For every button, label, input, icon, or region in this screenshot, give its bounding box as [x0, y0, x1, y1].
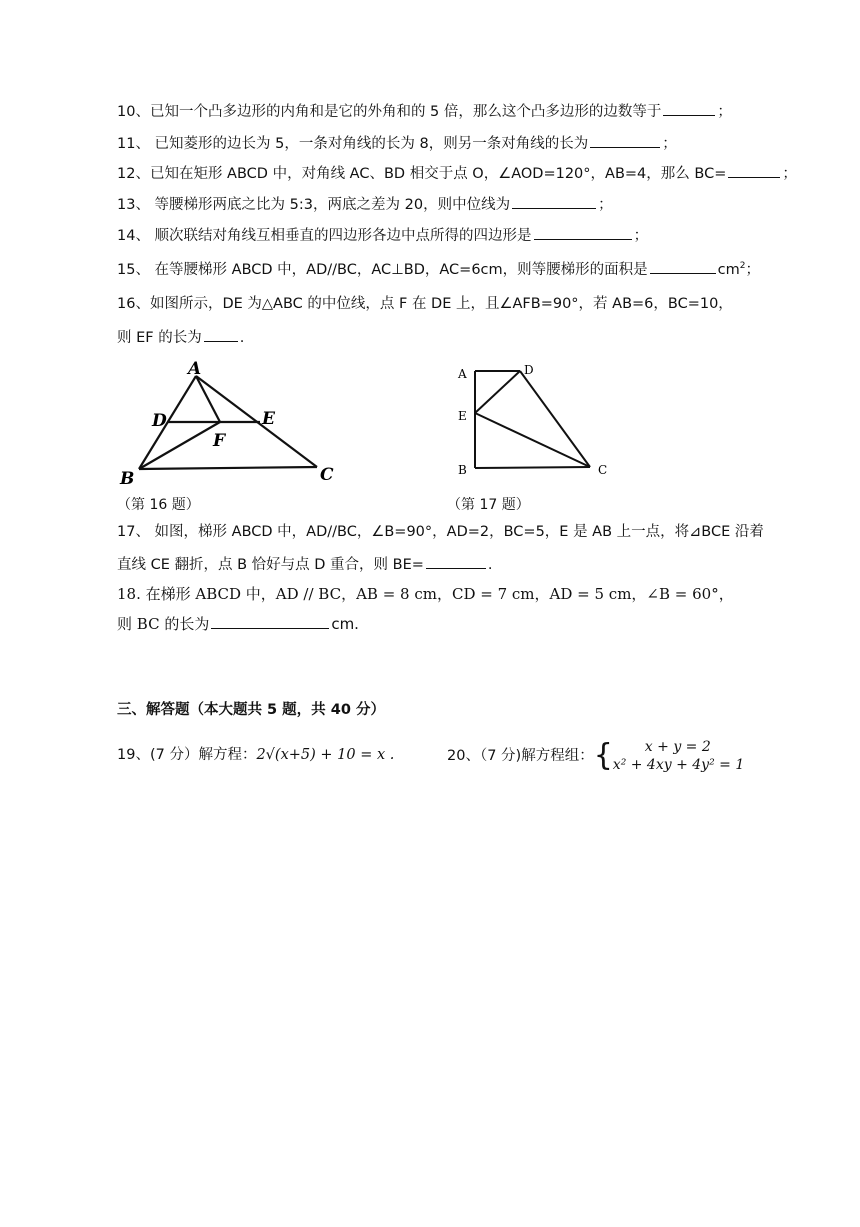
label-C: C — [598, 463, 608, 477]
q17-text-line2: 直线 CE 翻折，点 B 恰好与点 D 重合，则 BE= — [117, 557, 424, 573]
q16-text-line2: 则 EF 的长为 — [117, 330, 202, 346]
figure-17 — [450, 358, 630, 482]
segment-AF — [196, 376, 220, 422]
q14-end: ； — [633, 228, 649, 244]
figure-17-caption: （第 17 题） — [447, 497, 530, 513]
question-20 — [447, 738, 744, 774]
q19-text: 19、(7 分）解方程： — [117, 747, 257, 763]
segment-EC — [475, 413, 590, 467]
answer-blank-16[interactable] — [204, 327, 238, 342]
answer-blank-17[interactable] — [426, 554, 486, 569]
question-14 — [117, 225, 648, 246]
question-18-line1 — [117, 584, 734, 604]
q12-text: 12、已知在矩形 ABCD 中，对角线 AC、BD 相交于点 O，∠AOD=120°，AB=4，那么 BC= — [117, 166, 727, 182]
q18-text-line2: 则 BC 的长为 — [117, 615, 210, 633]
q15-unit: cm — [717, 261, 740, 278]
segment-ED — [475, 371, 520, 413]
answer-blank-12[interactable] — [728, 163, 780, 178]
label-A: A — [458, 367, 467, 381]
label-A: A — [188, 359, 202, 379]
figure-16-caption: （第 16 题） — [117, 497, 200, 513]
answer-blank-10[interactable] — [663, 101, 715, 116]
system-brace: { — [593, 738, 613, 773]
q15-end: ； — [745, 261, 760, 278]
label-C: C — [320, 465, 334, 485]
label-E: E — [262, 409, 275, 429]
q17-text-line1: 17、 如图，梯形 ABCD 中，AD//BC，∠B=90°，AD=2，BC=5，E 是 AB 上一点，将⊿BCE 沿着 — [117, 524, 764, 540]
q13-end: ； — [598, 197, 613, 213]
q15-text: 15、 在等腰梯形 ABCD 中，AD//BC，AC⊥BD，AC=6cm，则等腰梯形的面积是 — [117, 261, 648, 278]
question-19 — [117, 745, 394, 765]
question-16-line1 — [117, 294, 733, 314]
q14-text: 14、 顺次联结对角线互相垂直的四边形各边中点所得的四边形是 — [117, 228, 532, 244]
label-B: B — [120, 469, 135, 489]
q10-end: ； — [717, 104, 732, 120]
segment-BC — [475, 467, 590, 468]
label-B: B — [458, 463, 467, 477]
label-F: F — [213, 431, 226, 451]
segment-DC — [520, 371, 590, 467]
q19-equation: 2√(x+5) + 10 = x . — [256, 747, 395, 763]
answer-blank-14[interactable] — [534, 225, 632, 240]
label-D: D — [152, 411, 167, 431]
question-13 — [117, 194, 613, 215]
q12-end: ； — [782, 166, 797, 182]
question-12 — [117, 163, 797, 184]
question-17-line1 — [117, 522, 764, 542]
question-17-line2 — [117, 554, 493, 575]
question-16-line2 — [117, 327, 244, 348]
q20-equation-2: x² + 4xy + 4y² = 1 — [612, 757, 745, 773]
answer-blank-15[interactable] — [650, 259, 716, 274]
question-18-line2 — [117, 614, 359, 634]
q11-text: 11、 已知菱形的边长为 5，一条对角线的长为 8，则另一条对角线的长为 — [117, 136, 589, 152]
label-E: E — [458, 409, 467, 423]
question-15 — [117, 256, 760, 280]
label-D: D — [524, 363, 534, 377]
q15-unit-sup: 2 — [739, 261, 746, 271]
q10-text: 10、已知一个凸多边形的内角和是它的外角和的 5 倍，那么这个凸多边形的边数等于 — [117, 104, 662, 120]
answer-blank-11[interactable] — [590, 133, 660, 148]
q20-equation-1: x + y = 2 — [644, 739, 711, 755]
q11-end: ； — [662, 136, 677, 152]
segment-BC — [139, 467, 317, 469]
question-10 — [117, 101, 732, 122]
q16-text-line1: 16、如图所示，DE 为△ABC 的中位线，点 F 在 DE 上，且∠AFB=90°，若 AB=6，BC=10， — [117, 296, 733, 312]
q18-end: cm. — [331, 615, 359, 633]
q13-text: 13、 等腰梯形两底之比为 5:3，两底之差为 20，则中位线为 — [117, 197, 511, 213]
question-11 — [117, 133, 677, 154]
section-3-heading: 三、解答题（本大题共 5 题，共 40 分） — [117, 702, 385, 718]
q16-end: . — [239, 330, 245, 346]
equation-system — [613, 738, 744, 774]
q18-text-line1: 18. 在梯形 ABCD 中，AD // BC，AB = 8 cm，CD = 7 cm，AD = 5 cm，∠B = 60°， — [117, 585, 734, 603]
answer-blank-13[interactable] — [512, 194, 596, 209]
q17-end: . — [487, 557, 493, 573]
q20-text: 20、（7 分)解方程组： — [447, 748, 594, 764]
figure-16 — [112, 356, 352, 490]
answer-blank-18[interactable] — [211, 614, 329, 629]
